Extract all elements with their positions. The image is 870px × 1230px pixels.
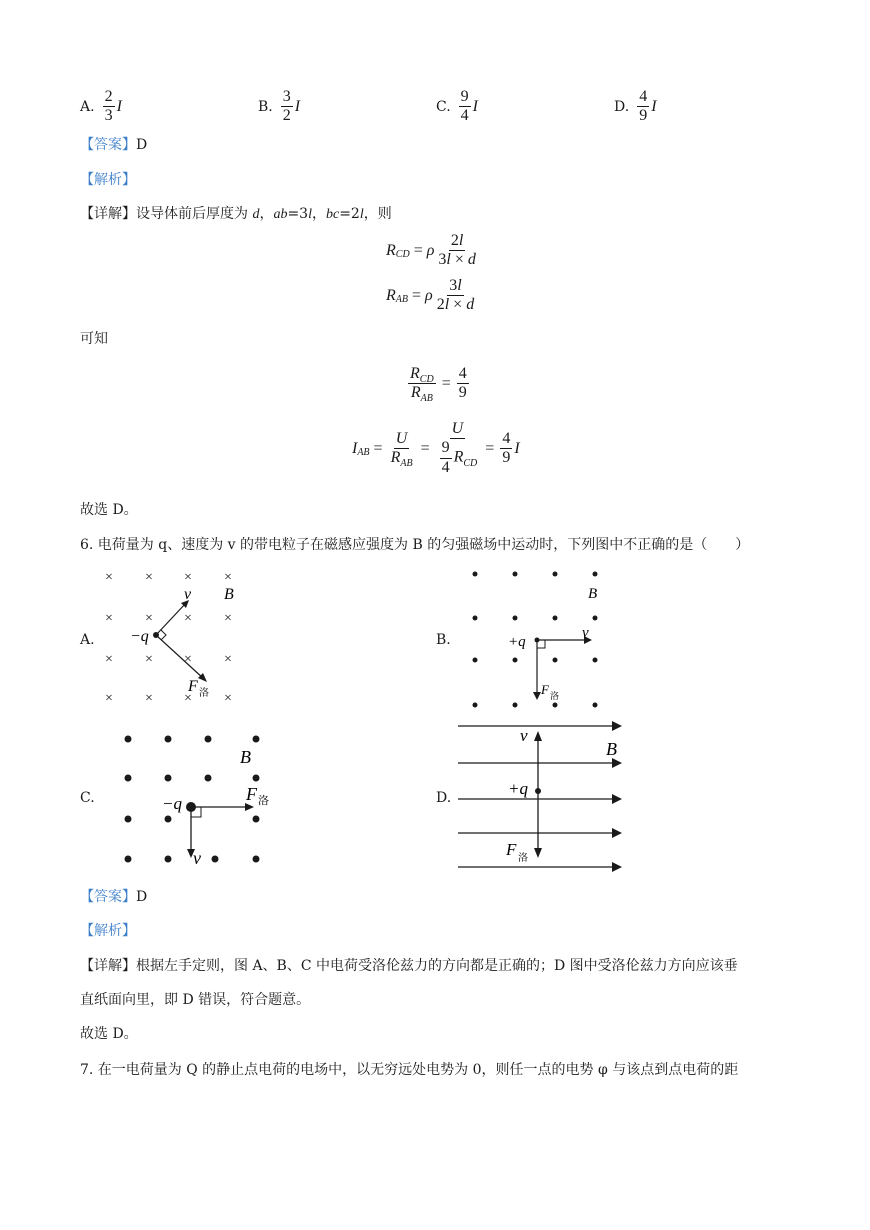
option-d: D. $\frac{4}{9}$ I [614, 88, 657, 125]
svg-text:×: × [145, 691, 153, 705]
q7-stem: 7. 在一电荷量为 Q 的静止点电荷的电场中，以无穷远处电势为 0，则任一点的电势 φ 与该点到点电荷的距 [80, 1062, 739, 1078]
luo-label: 洛 [258, 795, 269, 807]
b-label: B [224, 586, 234, 603]
option-a: A. $\frac{2}{3}$ I [80, 88, 122, 125]
figure-a [96, 565, 246, 705]
svg-text:×: × [224, 611, 232, 626]
q6-answer: 【答案】D [80, 889, 148, 905]
figure-d-label: D. [436, 790, 452, 806]
luo-label: 洛 [518, 853, 528, 864]
svg-text:×: × [184, 611, 192, 626]
pos-q-label: +q [508, 779, 528, 798]
option-d-fraction: $\frac{4}{9}$ [639, 88, 648, 125]
q6-stem: 6. 电荷量为 q、速度为 v 的带电粒子在磁感应强度为 B 的匀强磁场中运动时，下列图中不正确的是（ ） [80, 537, 750, 553]
svg-text:×: × [224, 652, 232, 667]
figure-b-label: B. [436, 632, 451, 648]
q6-conclusion: 故选 D。 [80, 1026, 138, 1042]
q6-detail-line1: 【详解】根据左手定则，图 A、B、C 中电荷受洛伦兹力的方向都是正确的；D 图中受洛伦兹力方向应该垂 [80, 958, 738, 974]
f-label: F [541, 682, 549, 697]
svg-text:×: × [224, 691, 232, 705]
v-label: v [184, 586, 192, 603]
f-label: F [506, 840, 517, 859]
svg-text:×: × [224, 570, 232, 585]
svg-text:×: × [105, 570, 113, 585]
q5-analysis-tag: 【解析】 [80, 172, 136, 188]
q6-detail-line2: 直纸面向里，即 D 错误，符合题意。 [80, 992, 311, 1008]
q5-answer: 【答案】D [80, 137, 148, 153]
b-label: B [606, 739, 617, 759]
q6-analysis-tag: 【解析】 [80, 923, 136, 939]
figure-c [110, 722, 280, 872]
charge-dot [535, 788, 541, 794]
neg-q-label: −q [162, 794, 182, 813]
equation-rab: R AB = ρ $\frac{3l}{2l \times d}$ [386, 277, 475, 314]
figure-a-label: A. [80, 632, 95, 648]
figure-b [460, 562, 610, 712]
svg-text:×: × [105, 652, 113, 667]
field-lines [458, 726, 614, 867]
b-label: B [588, 586, 598, 602]
option-a-fraction: $\frac{2}{3}$ [104, 88, 113, 125]
svg-text:×: × [184, 652, 192, 667]
v-label: v [520, 726, 528, 745]
equation-ratio: $\frac{R_{CD}}{R_{AB}}$ = $\frac{4}{9}$ [410, 365, 467, 405]
svg-text:×: × [105, 691, 113, 705]
x-marks [105, 570, 232, 705]
luo-label: 洛 [550, 691, 560, 701]
equation-rcd: R CD = ρ $\frac{2l}{3l \times d}$ [386, 232, 476, 269]
option-b-fraction: $\frac{3}{2}$ [282, 88, 291, 125]
neg-q-label: −q [130, 628, 149, 645]
option-c-fraction: $\frac{9}{4}$ [460, 88, 469, 125]
svg-text:×: × [184, 570, 192, 585]
figure-c-label: C. [80, 790, 95, 806]
option-b: B. $\frac{3}{2}$ I [258, 88, 301, 125]
luo-label: 洛 [199, 688, 209, 699]
svg-text:×: × [105, 611, 113, 626]
option-c: C. $\frac{9}{4}$ I [436, 88, 478, 125]
kezhi-text: 可知 [80, 331, 108, 347]
b-label: B [240, 747, 251, 767]
q5-conclusion: 故选 D。 [80, 502, 138, 518]
svg-text:×: × [145, 570, 153, 585]
pos-q-label: +q [508, 634, 526, 650]
svg-text:×: × [184, 691, 192, 705]
q5-detail: 【详解】设导体前后厚度为 d，ab=3l，bc=2l，则 [80, 206, 392, 222]
equation-iab: I AB = $\frac{U}{R_{AB}}$ = U $\frac{9}{4}$ $R_{CD}$ = $\frac{4}{9}$ I [352, 420, 520, 476]
v-label: v [193, 848, 201, 868]
svg-text:×: × [145, 611, 153, 626]
svg-text:×: × [145, 652, 153, 667]
v-label: v [582, 625, 589, 641]
f-label: F [246, 784, 257, 804]
f-label: F [188, 678, 198, 695]
figure-d [456, 715, 626, 875]
